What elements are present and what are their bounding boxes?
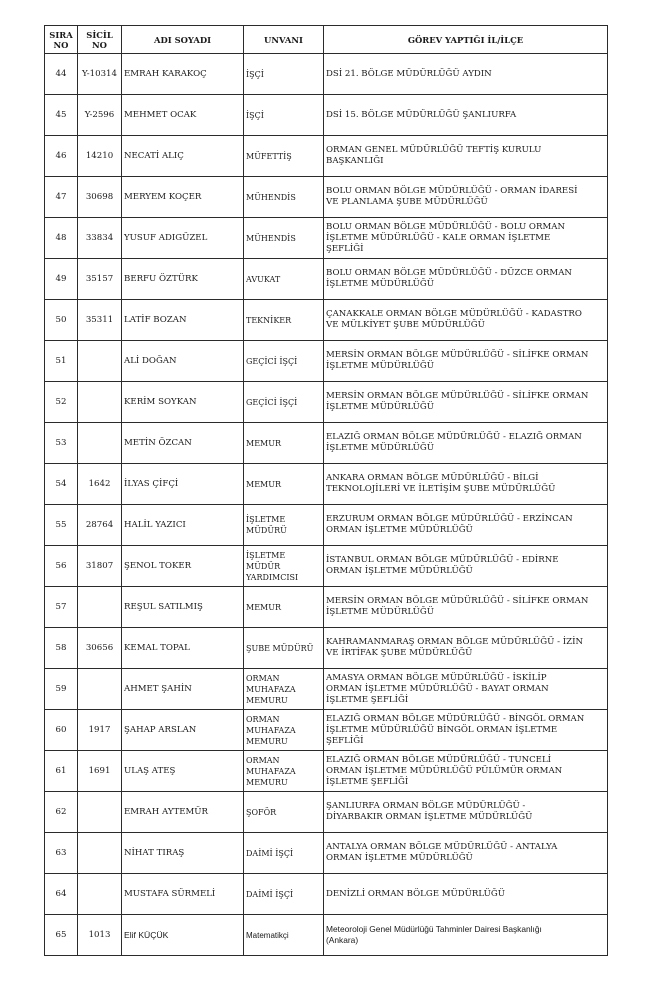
duty-cell (324, 218, 608, 259)
title-cell (244, 464, 324, 505)
name-cell (122, 546, 244, 587)
title-cell-text: DAİMİ İŞÇİ (246, 889, 294, 899)
sira-no-cell-text: 54 (55, 478, 67, 489)
sicil-no-cell-text: Y-2596 (84, 109, 115, 120)
name-cell (122, 587, 244, 628)
duty-cell (324, 95, 608, 136)
name-cell-text: ULAŞ ATEŞ (124, 765, 176, 776)
duty-cell (324, 587, 608, 628)
name-cell-text: MUSTAFA SÜRMELİ (124, 888, 216, 899)
sira-no-cell (45, 300, 78, 341)
name-cell (122, 423, 244, 464)
table-row (45, 915, 608, 956)
duty-cell-text: ELAZIĞ ORMAN BÖLGE MÜDÜRLÜĞÜ - TUNCELİ ORMAN İŞLETME MÜDÜRLÜĞÜ PÜLÜMÜR ORMAN İŞLETME ŞEFLİĞİ (326, 754, 563, 787)
table-row (45, 546, 608, 587)
duty-cell (324, 874, 608, 915)
sira-no-cell (45, 218, 78, 259)
sicil-no-cell (78, 505, 122, 546)
sicil-no-cell (78, 669, 122, 710)
sira-no-cell-text: 44 (55, 68, 67, 79)
title-cell-text: İŞÇİ (246, 110, 264, 120)
sicil-no-cell (78, 54, 122, 95)
sira-no-cell-text: 58 (55, 642, 67, 653)
sira-no-cell (45, 177, 78, 218)
duty-cell (324, 54, 608, 95)
table-row (45, 136, 608, 177)
sira-no-cell (45, 341, 78, 382)
table-row (45, 751, 608, 792)
name-cell-text: Elif KÜÇÜK (124, 929, 169, 940)
title-cell (244, 423, 324, 464)
sicil-no-cell-text: 30698 (85, 191, 114, 202)
name-cell-text: LATİF BOZAN (124, 314, 187, 325)
sira-no-cell-text: 65 (55, 929, 67, 940)
duty-cell-text: ELAZIĞ ORMAN BÖLGE MÜDÜRLÜĞÜ - ELAZIĞ ORMAN İŞLETME MÜDÜRLÜĞÜ (326, 432, 582, 453)
sira-no-cell (45, 833, 78, 874)
table-row (45, 423, 608, 464)
title-cell-text: Matematikçi (246, 930, 289, 940)
duty-cell-text: MERSİN ORMAN BÖLGE MÜDÜRLÜĞÜ - SİLİFKE ORMAN İŞLETME MÜDÜRLÜĞÜ (326, 391, 589, 412)
sira-no-cell (45, 587, 78, 628)
duty-cell (324, 833, 608, 874)
name-cell (122, 915, 244, 956)
name-cell-text: METİN ÖZCAN (124, 437, 192, 448)
title-cell (244, 587, 324, 628)
sicil-no-cell (78, 95, 122, 136)
title-cell-text: ŞUBE MÜDÜRÜ (246, 643, 314, 653)
title-cell (244, 833, 324, 874)
title-cell (244, 136, 324, 177)
sicil-no-cell (78, 136, 122, 177)
sicil-no-cell (78, 464, 122, 505)
header-unvani: UNVANI (244, 26, 324, 54)
duty-cell-text: ELAZIĞ ORMAN BÖLGE MÜDÜRLÜĞÜ - BİNGÖL ORMAN İŞLETME MÜDÜRLÜĞÜ BİNGÖL ORMAN İŞLETME ŞEFLİĞİ (326, 713, 585, 746)
duty-cell (324, 505, 608, 546)
title-cell (244, 669, 324, 710)
sira-no-cell (45, 505, 78, 546)
name-cell (122, 341, 244, 382)
sicil-no-cell (78, 587, 122, 628)
sicil-no-cell-text: 1691 (88, 765, 111, 776)
name-cell-text: MERYEM KOÇER (124, 191, 202, 202)
table-row (45, 710, 608, 751)
name-cell (122, 300, 244, 341)
sira-no-cell (45, 464, 78, 505)
duty-cell-text: DSİ 15. BÖLGE MÜDÜRLÜĞÜ ŞANLIURFA (326, 109, 517, 120)
sira-no-cell (45, 259, 78, 300)
title-cell-text: MEMUR (246, 479, 281, 489)
sira-no-cell-text: 49 (55, 273, 67, 284)
sira-no-cell-text: 51 (55, 355, 67, 366)
name-cell-text: MEHMET OCAK (124, 109, 197, 120)
duty-cell-text: MERSİN ORMAN BÖLGE MÜDÜRLÜĞÜ - SİLİFKE ORMAN İŞLETME MÜDÜRLÜĞÜ (326, 596, 589, 617)
duty-cell-text: ŞANLIURFA ORMAN BÖLGE MÜDÜRLÜĞÜ - DİYARBAKIR ORMAN İŞLETME MÜDÜRLÜĞÜ (326, 801, 533, 822)
table-row (45, 54, 608, 95)
title-cell (244, 177, 324, 218)
duty-cell-text: ORMAN GENEL MÜDÜRLÜĞÜ TEFTİŞ KURULU BAŞKANLIĞI (326, 145, 542, 166)
duty-cell-text: ANTALYA ORMAN BÖLGE MÜDÜRLÜĞÜ - ANTALYA ORMAN İŞLETME MÜDÜRLÜĞÜ (326, 842, 558, 863)
duty-cell-text: İSTANBUL ORMAN BÖLGE MÜDÜRLÜĞÜ - EDİRNE ORMAN İŞLETME MÜDÜRLÜĞÜ (326, 555, 559, 576)
sicil-no-cell-text: Y-10314 (82, 68, 117, 79)
title-cell (244, 874, 324, 915)
name-cell (122, 136, 244, 177)
name-cell (122, 792, 244, 833)
sira-no-cell-text: 52 (55, 396, 67, 407)
title-cell-text: TEKNİKER (246, 315, 292, 325)
table-row (45, 218, 608, 259)
table-row (45, 259, 608, 300)
table-row (45, 628, 608, 669)
table-body (45, 54, 608, 956)
table-header-row (45, 26, 608, 54)
title-cell (244, 546, 324, 587)
name-cell-text: ŞENOL TOKER (124, 560, 192, 571)
header-adi-soyadi: ADI SOYADI (122, 26, 244, 54)
name-cell (122, 382, 244, 423)
sira-no-cell-text: 59 (55, 683, 67, 694)
table-row (45, 587, 608, 628)
duty-cell (324, 259, 608, 300)
duty-cell-text: ERZURUM ORMAN BÖLGE MÜDÜRLÜĞÜ - ERZİNCAN ORMAN İŞLETME MÜDÜRLÜĞÜ (326, 514, 573, 535)
title-cell-text: ORMAN MUHAFAZA MEMURU (246, 673, 296, 705)
sicil-no-cell (78, 423, 122, 464)
table-row (45, 669, 608, 710)
sira-no-cell (45, 710, 78, 751)
name-cell-text: ŞAHAP ARSLAN (124, 724, 197, 735)
sira-no-cell (45, 669, 78, 710)
table-row (45, 341, 608, 382)
header-sicil-no: SİCİL NO (78, 26, 122, 54)
table-row (45, 792, 608, 833)
title-cell (244, 95, 324, 136)
name-cell-text: EMRAH KARAKOÇ (124, 68, 207, 79)
table-row (45, 382, 608, 423)
name-cell (122, 464, 244, 505)
title-cell-text: MÜHENDİS (246, 192, 296, 202)
title-cell (244, 710, 324, 751)
sicil-no-cell (78, 341, 122, 382)
title-cell (244, 218, 324, 259)
sicil-no-cell (78, 915, 122, 956)
sicil-no-cell-text: 31807 (85, 560, 114, 571)
duty-cell-text: DENİZLİ ORMAN BÖLGE MÜDÜRLÜĞÜ (326, 888, 505, 899)
sira-no-cell (45, 95, 78, 136)
duty-cell (324, 382, 608, 423)
header-gorev: GÖREV YAPTIĞI İL/İLÇE (324, 26, 608, 54)
title-cell (244, 751, 324, 792)
sira-no-cell-text: 47 (55, 191, 67, 202)
sicil-no-cell-text: 14210 (85, 150, 114, 161)
name-cell (122, 751, 244, 792)
sira-no-cell-text: 63 (55, 847, 67, 858)
sicil-no-cell (78, 792, 122, 833)
title-cell (244, 915, 324, 956)
title-cell-text: MÜFETTİŞ (246, 151, 292, 161)
sira-no-cell-text: 64 (55, 888, 67, 899)
sira-no-cell (45, 546, 78, 587)
title-cell (244, 505, 324, 546)
sicil-no-cell (78, 300, 122, 341)
duty-cell (324, 792, 608, 833)
sira-no-cell-text: 45 (55, 109, 67, 120)
duty-cell (324, 136, 608, 177)
duty-cell (324, 300, 608, 341)
duty-cell-text: ÇANAKKALE ORMAN BÖLGE MÜDÜRLÜĞÜ - KADASTRO VE MÜLKİYET ŞUBE MÜDÜRLÜĞÜ (326, 309, 582, 330)
title-cell (244, 792, 324, 833)
sira-no-cell-text: 46 (55, 150, 67, 161)
sicil-no-cell-text: 1642 (88, 478, 111, 489)
duty-cell-text: Meteoroloji Genel Müdürlüğü Tahminler Dairesi Başkanlığı (Ankara) (326, 924, 542, 945)
sira-no-cell (45, 915, 78, 956)
duty-cell (324, 669, 608, 710)
duty-cell (324, 464, 608, 505)
sira-no-cell-text: 61 (55, 765, 67, 776)
duty-cell-text: KAHRAMANMARAŞ ORMAN BÖLGE MÜDÜRLÜĞÜ - İZİN VE İRTİFAK ŞUBE MÜDÜRLÜĞÜ (326, 637, 584, 658)
name-cell (122, 710, 244, 751)
sicil-no-cell (78, 751, 122, 792)
title-cell-text: MÜHENDİS (246, 233, 296, 243)
duty-cell (324, 341, 608, 382)
sira-no-cell (45, 874, 78, 915)
sira-no-cell-text: 50 (55, 314, 67, 325)
table-row (45, 95, 608, 136)
table-row (45, 505, 608, 546)
title-cell-text: DAİMİ İŞÇİ (246, 848, 294, 858)
title-cell-text: GEÇİCİ İŞÇİ (246, 397, 298, 407)
sicil-no-cell (78, 546, 122, 587)
duty-cell-text: BOLU ORMAN BÖLGE MÜDÜRLÜĞÜ - ORMAN İDARESİ VE PLANLAMA ŞUBE MÜDÜRLÜĞÜ (326, 186, 578, 207)
sicil-no-cell (78, 710, 122, 751)
sicil-no-cell (78, 218, 122, 259)
title-cell-text: GEÇİCİ İŞÇİ (246, 356, 298, 366)
title-cell-text: ŞOFÖR (246, 807, 277, 817)
name-cell-text: HALİL YAZICI (124, 519, 186, 530)
name-cell-text: NİHAT TIRAŞ (124, 847, 185, 858)
name-cell (122, 218, 244, 259)
duty-cell (324, 751, 608, 792)
sira-no-cell (45, 751, 78, 792)
title-cell (244, 628, 324, 669)
name-cell (122, 259, 244, 300)
duty-cell (324, 628, 608, 669)
sicil-no-cell (78, 628, 122, 669)
sicil-no-cell-text: 28764 (85, 519, 114, 530)
name-cell-text: KERİM SOYKAN (124, 396, 197, 407)
name-cell-text: NECATİ ALIÇ (124, 150, 184, 161)
sicil-no-cell (78, 259, 122, 300)
title-cell-text: ORMAN MUHAFAZA MEMURU (246, 755, 296, 787)
title-cell (244, 382, 324, 423)
duty-cell-text: AMASYA ORMAN BÖLGE MÜDÜRLÜĞÜ - İSKİLİP ORMAN İŞLETME MÜDÜRLÜĞÜ - BAYAT ORMAN İŞLETME ŞEFLİĞİ (326, 672, 549, 705)
name-cell (122, 505, 244, 546)
sicil-no-cell-text: 35157 (85, 273, 114, 284)
title-cell-text: ORMAN MUHAFAZA MEMURU (246, 714, 296, 746)
title-cell (244, 341, 324, 382)
title-cell (244, 300, 324, 341)
name-cell (122, 874, 244, 915)
table-row (45, 177, 608, 218)
header-sira-no: SIRA NO (45, 26, 78, 54)
sira-no-cell-text: 55 (55, 519, 67, 530)
duty-cell-text: ANKARA ORMAN BÖLGE MÜDÜRLÜĞÜ - BİLGİ TEKNOLOJİLERİ VE İLETİŞİM ŞUBE MÜDÜRLÜĞÜ (326, 473, 556, 494)
duty-cell (324, 423, 608, 464)
duty-cell-text: DSİ 21. BÖLGE MÜDÜRLÜĞÜ AYDIN (326, 68, 492, 79)
sicil-no-cell-text: 1917 (88, 724, 111, 735)
sira-no-cell-text: 60 (55, 724, 67, 735)
sira-no-cell (45, 628, 78, 669)
title-cell-text: İŞLETME MÜDÜRÜ (246, 515, 287, 535)
duty-cell (324, 915, 608, 956)
name-cell-text: KEMAL TOPAL (124, 642, 190, 653)
sira-no-cell-text: 56 (55, 560, 67, 571)
sicil-no-cell (78, 177, 122, 218)
sicil-no-cell-text: 35311 (85, 314, 114, 325)
name-cell-text: REŞUL SATILMIŞ (124, 601, 203, 612)
name-cell (122, 628, 244, 669)
name-cell-text: EMRAH AYTEMÜR (124, 806, 209, 817)
title-cell-text: MEMUR (246, 438, 281, 448)
name-cell-text: YUSUF ADIGÜZEL (124, 232, 208, 243)
table-row (45, 833, 608, 874)
duty-cell-text: BOLU ORMAN BÖLGE MÜDÜRLÜĞÜ - DÜZCE ORMAN İŞLETME MÜDÜRLÜĞÜ (326, 268, 572, 289)
sira-no-cell (45, 54, 78, 95)
title-cell (244, 259, 324, 300)
sicil-no-cell-text: 30656 (85, 642, 114, 653)
name-cell (122, 833, 244, 874)
sira-no-cell (45, 792, 78, 833)
name-cell-text: AHMET ŞAHİN (124, 683, 192, 694)
duty-cell-text: MERSİN ORMAN BÖLGE MÜDÜRLÜĞÜ - SİLİFKE ORMAN İŞLETME MÜDÜRLÜĞÜ (326, 350, 589, 371)
duty-cell (324, 546, 608, 587)
sicil-no-cell-text: 33834 (85, 232, 114, 243)
name-cell (122, 669, 244, 710)
name-cell (122, 95, 244, 136)
sicil-no-cell (78, 382, 122, 423)
name-cell-text: BERFU ÖZTÜRK (124, 273, 198, 284)
duty-cell-text: BOLU ORMAN BÖLGE MÜDÜRLÜĞÜ - BOLU ORMAN İŞLETME MÜDÜRLÜĞÜ - KALE ORMAN İŞLETME ŞEFLİĞİ (326, 221, 565, 254)
title-cell-text: AVUKAT (246, 274, 281, 284)
title-cell (244, 54, 324, 95)
table-row (45, 874, 608, 915)
table-row (45, 300, 608, 341)
title-cell-text: MEMUR (246, 602, 281, 612)
name-cell-text: ALİ DOĞAN (124, 355, 177, 366)
sira-no-cell-text: 48 (55, 232, 67, 243)
sicil-no-cell-text: 1013 (88, 929, 111, 940)
personnel-table (44, 25, 608, 956)
table-row (45, 464, 608, 505)
sira-no-cell (45, 136, 78, 177)
sicil-no-cell (78, 833, 122, 874)
name-cell-text: İLYAS ÇİFÇİ (124, 478, 179, 489)
title-cell-text: İŞLETME MÜDÜR YARDIMCISI (246, 550, 299, 582)
sira-no-cell (45, 382, 78, 423)
name-cell (122, 54, 244, 95)
duty-cell (324, 177, 608, 218)
sira-no-cell (45, 423, 78, 464)
sira-no-cell-text: 57 (55, 601, 67, 612)
name-cell (122, 177, 244, 218)
sira-no-cell-text: 53 (55, 437, 67, 448)
title-cell-text: İŞÇİ (246, 69, 264, 79)
sicil-no-cell (78, 874, 122, 915)
sira-no-cell-text: 62 (55, 806, 67, 817)
duty-cell (324, 710, 608, 751)
